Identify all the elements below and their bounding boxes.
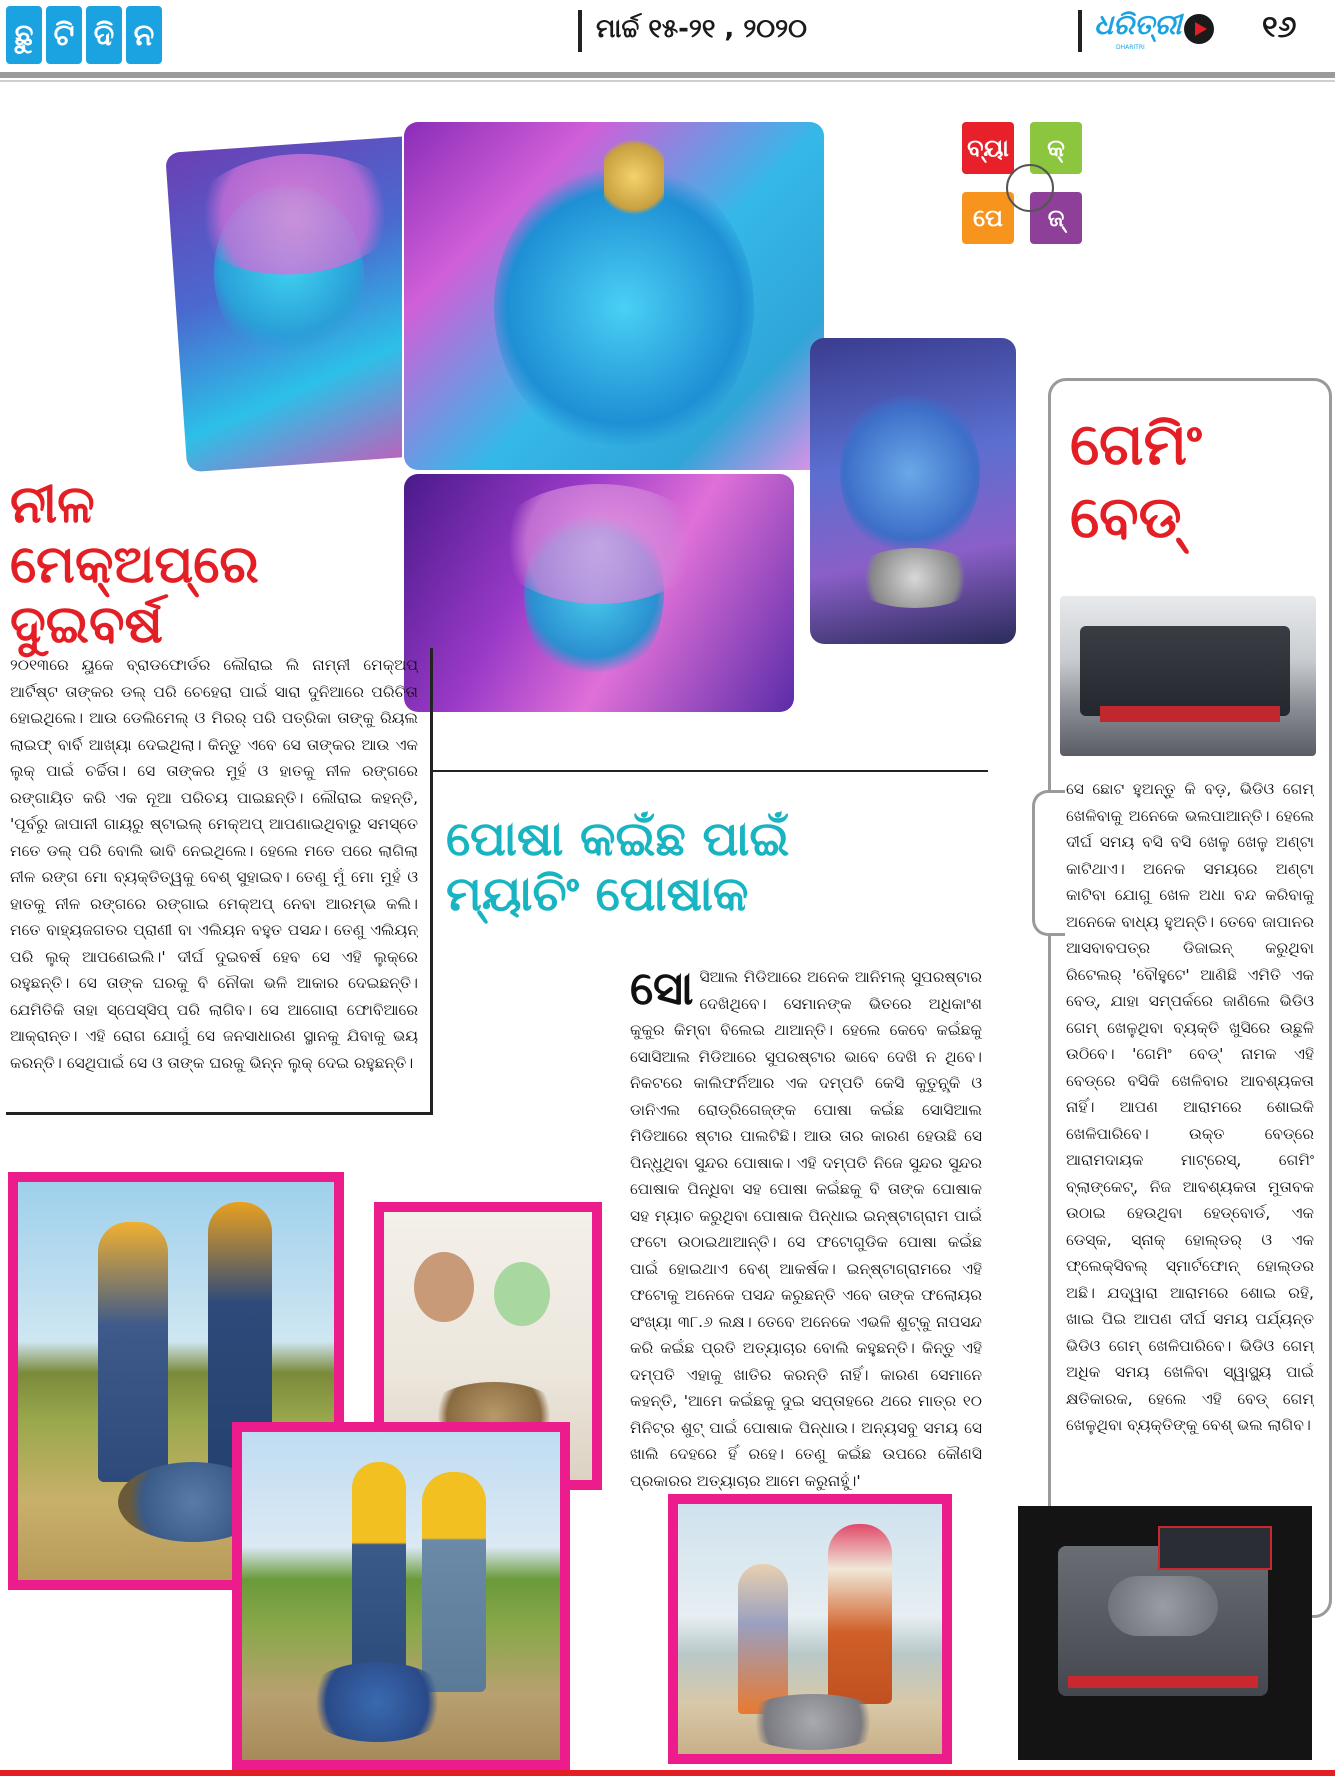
back-page-letter: ବ୍ୟା xyxy=(967,134,1009,162)
paper-sub: DHARITRI xyxy=(1116,44,1145,51)
logo-letter: ଟି xyxy=(53,17,75,53)
gaming-bed-photo-1 xyxy=(1060,596,1316,756)
back-page-tile-3 xyxy=(962,192,1014,244)
logo-letter: ନ xyxy=(133,17,155,53)
play-icon xyxy=(1184,14,1214,44)
masthead-rule xyxy=(0,72,1335,78)
logo-tile-3 xyxy=(86,6,122,64)
makeup-headline-line-3: ଦୁଇବର୍ଷ xyxy=(10,594,163,655)
logo-letter: ଦି xyxy=(93,17,115,53)
masthead-divider-right xyxy=(1078,10,1082,52)
makeup-headline-line-2: ମେକ୍‌ଅପ୍‌ରେ xyxy=(10,534,259,595)
gaming-bed-headline-line-2: ବେଡ୍ xyxy=(1070,482,1182,551)
makeup-headline xyxy=(10,476,410,655)
tortoise-headline xyxy=(446,812,976,922)
makeup-photo-2 xyxy=(404,122,824,470)
gaming-bed-photo-2 xyxy=(1018,1506,1312,1760)
paper-name: ଧରିତ୍ରୀ xyxy=(1094,8,1182,41)
section-rule xyxy=(430,770,988,772)
masthead-rule-thin xyxy=(0,80,1335,82)
tortoise-headline-line-1: ପୋଷା କଇଁଛ ପାଇଁ xyxy=(446,811,790,867)
issue-date: ମାର୍ଚ୍ଚ ୧୫-୨୧ , ୨୦୨୦ xyxy=(596,14,807,44)
makeup-headline-line-1: ନୀଳ xyxy=(10,475,95,535)
gaming-bed-bracket xyxy=(1032,790,1065,936)
back-page-tile-1 xyxy=(962,122,1014,174)
logo-tile-4 xyxy=(126,6,162,64)
tortoise-photo-4 xyxy=(678,1504,942,1754)
back-page-ring xyxy=(1006,164,1054,212)
tortoise-body-text: ସିଆଲ ମିଡିଆରେ ଅନେକ ଆନିମଲ୍ ସୁପରଷ୍ଟାର ଦେଖିଥିବେ। ସେମାନଙ୍କ ଭିତରେ ଅଧିକାଂଶ କୁକୁର କିମ୍ବା ବିଲେଇ ଥାଆନ୍ତି। ହେଲେ କେବେ କଇଁଛକୁ ସୋସିଆଲ ମିଡିଆରେ ସୁପରଷ୍ଟାର ଭାବେ ଦେଖି ନ ଥିବେ। ନିକଟରେ କାଲିଫର୍ନିଆର ଏକ ଦମ୍ପତି କେସି କୁତୁନ୍ସ୍କି ଓ ଡାନିଏଲ ରୋଡ୍ରିଗେଜ୍‌ଙ୍କ ପୋଷା କଇଁଛ ସୋସିଆଲ ମିଡିଆରେ ଷ୍ଟାର ପାଲଟିଛି। ଆଉ ତାର କାରଣ ହେଉଛି ସେ ପିନ୍ଧୁଥିବା ସୁନ୍ଦର ପୋଷାକ। ଏହି ଦମ୍ପତି ନିଜେ ସୁନ୍ଦର ସୁନ୍ଦର ପୋଷାକ ପିନ୍ଧିବା ସହ ପୋଷା କଇଁଛକୁ ବି ତାଙ୍କ ପୋଷାକ ସହ ମ୍ୟାଚ କରୁଥିବା ପୋଷାକ ପିନ୍ଧାଇ ଇନ୍‌ଷ୍ଟାଗ୍ରାମ ପାଇଁ ଫଟୋ ଉଠାଇଥାଆନ୍ତି। ସେ ଫଟୋଗୁଡିକ ପୋଷା କଇଁଛ ପାଇଁ ହୋଇଥାଏ ବେଶ୍ ଆକର୍ଷକ। ଇନ୍‌ଷ୍ଟାଗ୍ରାମରେ ଏହି ଫଟୋକୁ ଅନେକେ ପସନ୍ଦ କରୁଛନ୍ତି ଏବେ ତାଙ୍କ ଫଲୋୟର ସଂଖ୍ୟା ୩୮.୬ ଲକ୍ଷ। ତେବେ ଅନେକେ ଏଭଳି ଶୁଟ୍‌କୁ ନାପସନ୍ଦ କରି କଇଁଛ ପ୍ରତି ଅତ୍ୟାଚାର ବୋଲି କହୁଛନ୍ତି। କିନ୍ତୁ ଏହି ଦମ୍ପତି ଏହାକୁ ଖାତିର କରନ୍ତି ନାହିଁ। କାରଣ ସେମାନେ କହନ୍ତି, 'ଆମେ କଇଁଛକୁ ଦୁଇ ସପ୍ତାହରେ ଥରେ ମାତ୍ର ୧୦ ମିନିଟ୍‌ର ଶୁଟ୍ ପାଇଁ ପୋଷାକ ପିନ୍ଧାଉ। ଅନ୍ୟସବୁ ସମୟ ସେ ଖାଲି ଦେହରେ ହିଁ ରହେ। ତେଣୁ କଇଁଛ ଉପରେ କୌଣସି ପ୍ରକାରର ଅତ୍ୟାଚାର ଆମେ କରୁନାହୁଁ।' xyxy=(630,968,982,1490)
tortoise-headline-line-2: ମ୍ୟାଚିଂ ପୋଷାକ xyxy=(446,866,749,923)
back-page-letter: ଜ୍ xyxy=(1047,204,1065,232)
logo-tile-1 xyxy=(6,6,42,64)
tortoise-photo-3 xyxy=(242,1432,560,1760)
tortoise-dropcap: ସୋ xyxy=(630,964,694,1015)
footer-rule xyxy=(0,1770,1335,1776)
back-page-letter: ପେ xyxy=(973,204,1003,232)
gaming-bed-headline xyxy=(1070,408,1318,553)
makeup-photo-4 xyxy=(404,474,794,712)
gaming-bed-body: ସେ ଛୋଟ ହୁଅନ୍ତୁ କି ବଡ଼, ଭିଡିଓ ଗେମ୍ ଖେଳିବାକୁ ଅନେକେ ଭଲପାଆନ୍ତି। ହେଲେ ଦୀର୍ଘ ସମୟ ବସି ବସି ଖେଳୁ ଖେଳୁ ଅଣ୍ଟା କାଟିଥାଏ। ଅନେକ ସମୟରେ ଅଣ୍ଟା କାଟିବା ଯୋଗୁ ଖେଳ ଅଧା ବନ୍ଦ କରିବାକୁ ଅନେକେ ବାଧ୍ୟ ହୁଅନ୍ତି। ତେବେ ଜାପାନର ଆସବାବପତ୍ର ଡିଜାଇନ୍ କରୁଥିବା ରିଟେଲର୍ 'ବୌହୁଟେ' ଆଣିଛି ଏମିତି ଏକ ବେଡ୍, ଯାହା ସମ୍ପର୍କରେ ଜାଣିଲେ ଭିଡିଓ ଗେମ୍ ଖେଳୁଥିବା ବ୍ୟକ୍ତି ଖୁସିରେ ଉଛୁଳି ଉଠିବେ। 'ଗେମିଂ ବେଡ୍' ନାମକ ଏହି ବେଡ୍‌ରେ ବସିକି ଖେଳିବାର ଆବଶ୍ୟକତା ନାହିଁ। ଆପଣ ଆରାମରେ ଶୋଇକି ଖେଳିପାରିବେ। ଉକ୍ତ ବେଡ୍‌ରେ ଆରାମଦାୟକ ମାଟ୍ରେସ୍, ଗେମିଂ ବ୍ଲାଙ୍କେଟ୍, ନିଜ ଆବଶ୍ୟକତା ମୁତାବକ ଉଠାଇ ହେଉଥିବା ହେଡ୍‌ବୋର୍ଡ, ଏକ ଡେସ୍କ, ସ୍ନାକ୍ ହୋଲ୍ଡର୍ ଓ ଏକ ଫ୍ଲେକ୍ସିବଲ୍ ସ୍ମାର୍ଟଫୋନ୍ ହୋଲ୍ଡର ଅଛି। ଯଦ୍ୱାରା ଆରାମରେ ଶୋଇ ରହି, ଖାଇ ପିଇ ଆପଣ ଦୀର୍ଘ ସମୟ ପର୍ଯ୍ୟନ୍ତ ଭିଡିଓ ଗେମ୍ ଖେଳିପାରିବେ। ଭିଡିଓ ଗେମ୍ ଅଧିକ ସମୟ ଖେଳିବା ସ୍ୱାସ୍ଥ୍ୟ ପାଇଁ କ୍ଷତିକାରକ, ହେଲେ ଏହି ବେଡ୍ ଗେମ୍ ଖେଳୁଥିବା ବ୍ୟକ୍ତିଙ୍କୁ ବେଶ୍ ଭଲ ଲାଗିବ। xyxy=(1066,780,1314,1434)
makeup-photo-1 xyxy=(165,136,437,473)
makeup-photo-3 xyxy=(810,338,1016,644)
gaming-bed-headline-line-1: ଗେମିଂ xyxy=(1070,410,1202,478)
logo-tile-2 xyxy=(46,6,82,64)
masthead-divider xyxy=(578,10,582,52)
page-number: ୧୬ xyxy=(1262,10,1297,45)
makeup-article-body: ୨୦୧୩ରେ ୟୁକେ ବ୍ରାଡଫୋର୍ଡର ଲୌରାଇ ଲି ନାମ୍ନୀ ମେକ୍‌ଅପ୍ ଆର୍ଟିଷ୍ଟ ତାଙ୍କର ଡଲ୍ ପରି ଚେହେରା ପାଇଁ ସାରା ଦୁନିଆରେ ପରିଚିତା ହୋଇଥିଲେ। ଆଉ ଡେଲିମେଲ୍ ଓ ମିରର୍ ପରି ପତ୍ରିକା ତାଙ୍କୁ ରିୟଲ ଲାଇଫ୍ ବାର୍ବି ଆଖ୍ୟା ଦେଇଥିଲା। କିନ୍ତୁ ଏବେ ସେ ତାଙ୍କର ଆଉ ଏକ ଲୁକ୍ ପାଇଁ ଚର୍ଚ୍ଚିତା। ସେ ତାଙ୍କର ମୁହଁ ଓ ହାତକୁ ନୀଳ ରଙ୍ଗରେ ରଙ୍ଗାୟିତ କରି ଏକ ନୂଆ ପରିଚୟ ପାଇଛନ୍ତି। ଲୌରାଇ କହନ୍ତି, 'ପୂର୍ବରୁ ଜାପାନୀ ଗାୟରୁ ଷ୍ଟାଇଲ୍ ମେକ୍‌ଅପ୍ ଆପଣାଇଥିବାରୁ ସମସ୍ତେ ମତେ ଡଲ୍ ପରି ବୋଲି ଭାବି ନେଇଥିଲେ। ହେଲେ ମତେ ପରେ ଲାଗିଲା ନୀଳ ରଙ୍ଗ ମୋ ବ୍ୟକ୍ତିତ୍ୱକୁ ବେଶ୍ ସୁହାଇବ। ତେଣୁ ମୁଁ ମୋ ମୁହଁ ଓ ହାତକୁ ନୀଳ ରଙ୍ଗରେ ରଙ୍ଗାଇ ମେକ୍‌ଅପ୍ ନେବା ଆରମ୍ଭ କଲି। ମତେ ବାହ୍ୟଜଗତର ପ୍ରାଣୀ ବା ଏଲିୟନ ବହୁତ ପସନ୍ଦ। ତେଣୁ ଏଲିୟନ୍ ପରି ଲୁକ୍ ଆପଣେଇଲି।' ଦୀର୍ଘ ଦୁଇବର୍ଷ ହେବ ସେ ଏହି ଲୁକ୍‌ରେ ରହୁଛନ୍ତି। ସେ ତାଙ୍କ ଘରକୁ ବି ନୌକା ଭଳି ଆକାର ଦେଇଛନ୍ତି। ଯେମିତିକି ତାହା ସ୍ପେସ୍‌ସିପ୍ ପରି ଲାଗିବ। ସେ ଆଗୋରା ଫୋବିଆରେ ଆକ୍ରାନ୍ତ। ଏହି ରୋଗ ଯୋଗୁଁ ସେ ଜନସାଧାରଣ ସ୍ଥାନକୁ ଯିବାକୁ ଭୟ କରନ୍ତି। ସେଥିପାଇଁ ସେ ଓ ତାଙ୍କ ଘରକୁ ଭିନ୍ନ ଲୁକ୍ ଦେଇ ରହୁଛନ୍ତି। xyxy=(10,656,418,1072)
logo-letter: ଛୁ xyxy=(14,17,34,53)
back-page-letter: କ୍ xyxy=(1047,134,1065,162)
